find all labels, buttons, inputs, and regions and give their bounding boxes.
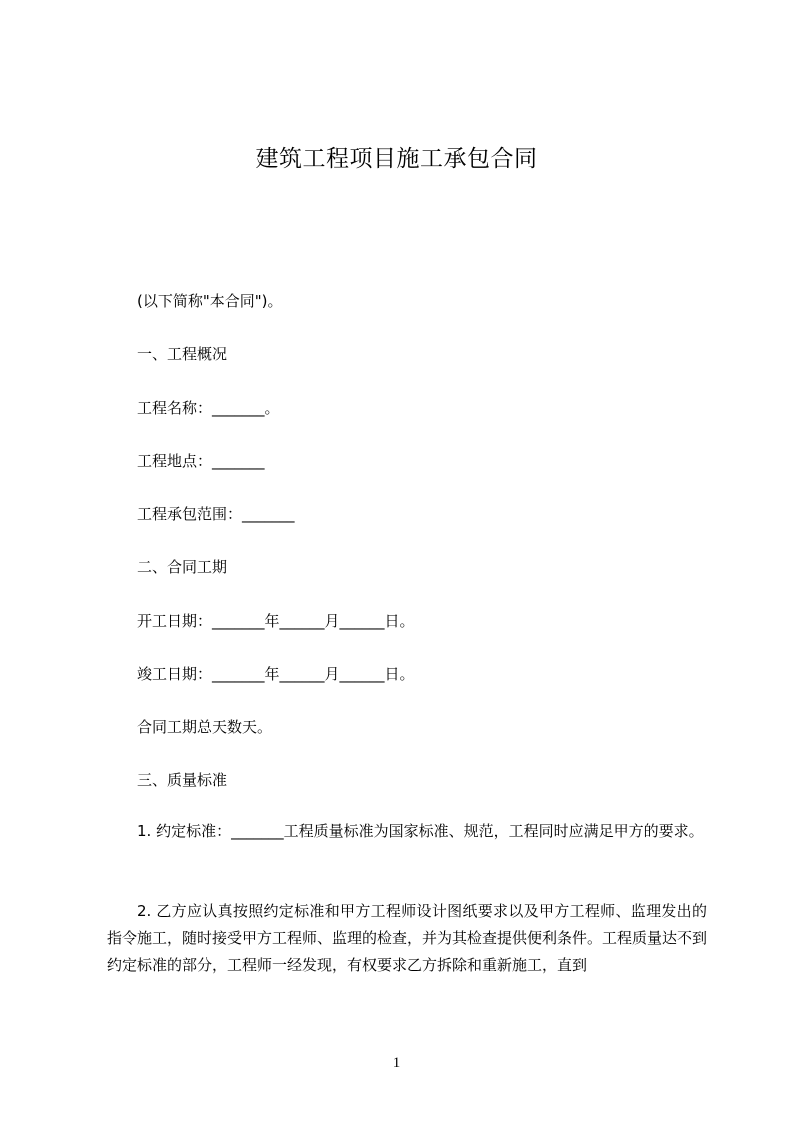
document-title: 建筑工程项目施工承包合同	[255, 146, 538, 172]
section-heading-project-overview: 一、工程概况	[137, 345, 228, 363]
page-number: 1	[392, 1055, 401, 1071]
section-heading-contract-period: 二、合同工期	[137, 558, 228, 576]
field-completion-date: 竣工日期：_______年______月______日。	[137, 665, 415, 683]
field-total-days: 合同工期总天数天。	[137, 718, 273, 736]
clause-1-paragraph: 1. 约定标准：_______工程质量标准为国家标准、规范，工程同时应满足甲方的要求。	[137, 822, 704, 840]
field-project-location: 工程地点：_______	[137, 452, 265, 470]
field-project-name: 工程名称：_______。	[137, 399, 280, 417]
clause-2-paragraph: 2. 乙方应认真按照约定标准和甲方工程师设计图纸要求以及甲方工程师、监理发出的指令施工，随时接受甲方工程师、监理的检查，并为其检查提供便利条件。工程质量达不到约定标准的部分，工程师一经发现，有权要求乙方拆除和重新施工，直到	[107, 902, 708, 974]
field-contract-scope: 工程承包范围：_______	[137, 505, 295, 523]
field-start-date: 开工日期：_______年______月______日。	[137, 612, 415, 630]
section-heading-quality-standard: 三、质量标准	[137, 771, 228, 789]
intro-line: (以下简称"本合同")。	[137, 292, 283, 310]
